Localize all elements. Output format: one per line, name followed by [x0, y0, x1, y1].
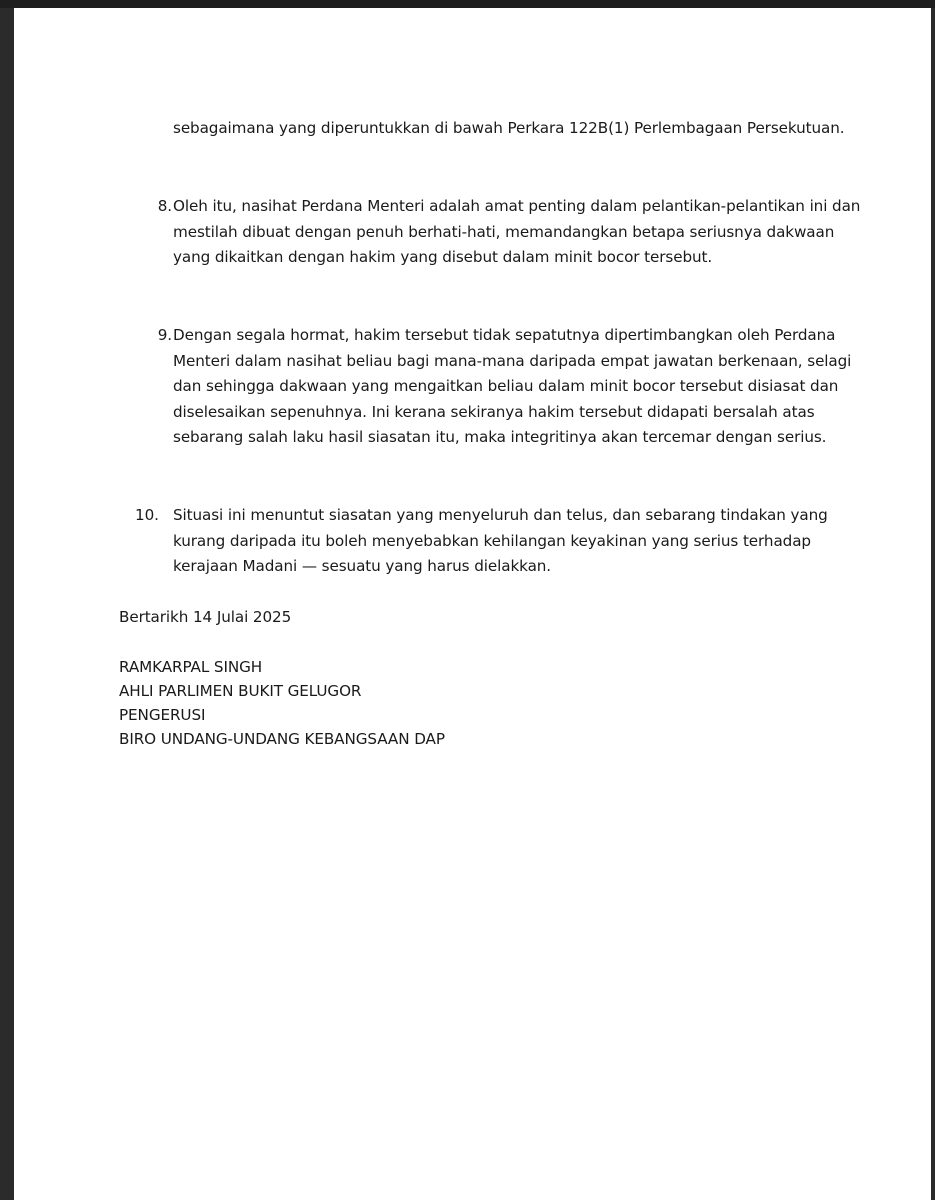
- date-line: Bertarikh 14 Julai 2025: [119, 608, 292, 626]
- continued-paragraph: sebagaimana yang diperuntukkan di bawah Perkara 122B(1) Perlembagaan Persekutuan.: [173, 119, 845, 137]
- document-page: [14, 8, 931, 1200]
- signatory-title: AHLI PARLIMEN BUKIT GELUGOR: [119, 682, 362, 700]
- signature-block: [119, 655, 445, 751]
- item-text: Dengan segala hormat, hakim tersebut tidak sepatutnya dipertimbangkan oleh Perdana Menteri dalam nasihat beliau bagi mana-mana daripada empat jawatan berkenaan, selagi dan sehingga dakwaan yang mengaitkan beliau dalam minit bocor tersebut disiasat dan diselesaikan sepenuhnya. Ini kerana sekiranya hakim tersebut didapati bersalah atas sebarang salah laku hasil siasatan itu, maka integritinya akan tercemar dengan serius.: [173, 326, 852, 447]
- viewer-top-edge: [0, 0, 935, 8]
- item-number: 10.: [135, 506, 159, 524]
- signatory-title: BIRO UNDANG-UNDANG KEBANGSAAN DAP: [119, 730, 445, 748]
- signatory-title: PENGERUSI: [119, 706, 206, 724]
- item-text: Situasi ini menuntut siasatan yang menyeluruh dan telus, dan sebarang tindakan yang kurang daripada itu boleh menyebabkan kehilangan keyakinan yang serius terhadap kerajaan Madani — sesuatu yang harus dielakkan.: [173, 506, 828, 576]
- item-number: 9.: [157, 326, 172, 344]
- item-text: Oleh itu, nasihat Perdana Menteri adalah amat penting dalam pelantikan-pelantikan ini dan mestilah dibuat dengan penuh berhati-hati, memandangkan betapa seriusnya dakwaan yang dikaitkan dengan hakim yang disebut dalam minit bocor tersebut.: [173, 197, 861, 267]
- signatory-name: RAMKARPAL SINGH: [119, 658, 263, 676]
- item-number: 8.: [157, 197, 172, 215]
